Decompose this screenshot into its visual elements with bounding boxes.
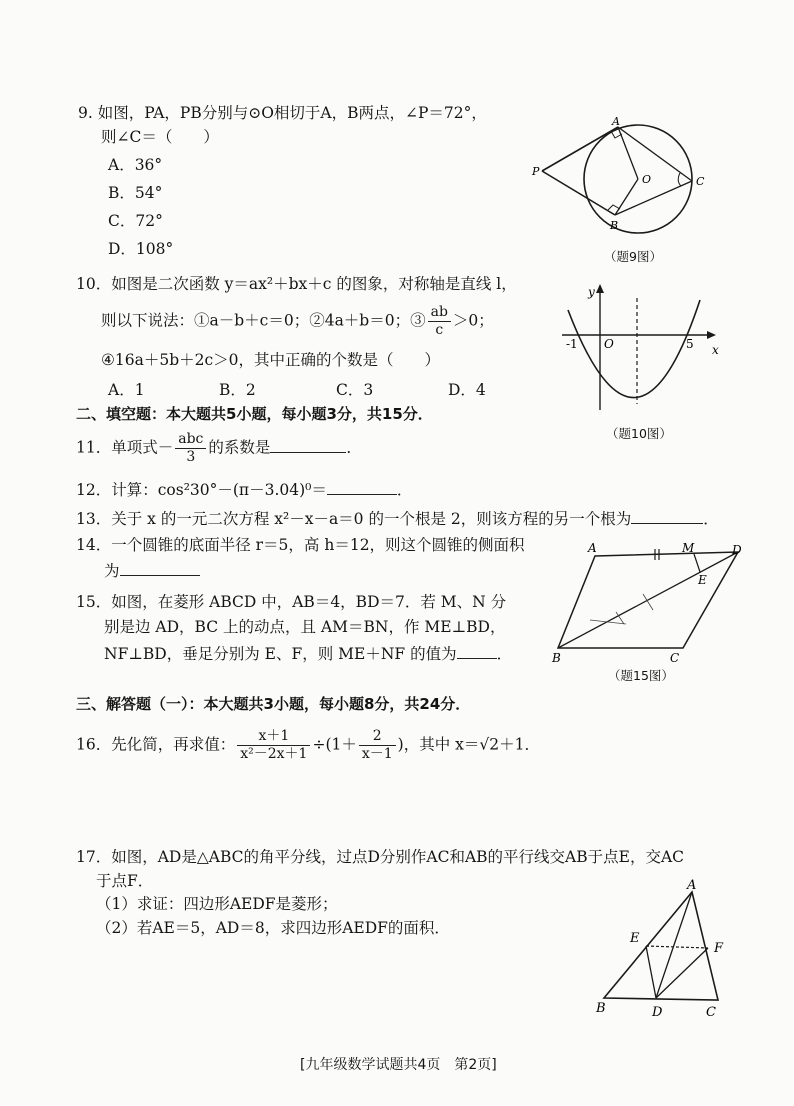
q15-label-b: B: [552, 651, 561, 665]
q15-answer-blank[interactable]: [457, 643, 497, 659]
q16-f2-num: 2: [359, 728, 396, 746]
q15-line2: 别是边 AD，BC 上的动点，且 AM＝BN，作 ME⊥BD，: [104, 618, 506, 636]
q10-label-neg1: -1: [566, 337, 578, 351]
q15-label-a: A: [588, 541, 597, 555]
q16-fraction-1: [237, 728, 310, 763]
q17-label-e: E: [630, 931, 640, 946]
q12-end: ．: [396, 481, 413, 499]
q14-line2-text: 为: [104, 562, 120, 580]
q16-f2-den: x－1: [361, 746, 393, 762]
q17-label-f: F: [714, 941, 724, 956]
q10-option-d: D．4: [448, 381, 486, 399]
q16-f1-num: x＋1: [237, 728, 310, 746]
q11-frac-den: 3: [186, 449, 196, 465]
q16-post: )，其中 x＝√2＋1．: [397, 735, 540, 754]
q17-label-a: A: [687, 878, 697, 893]
q12-answer-blank[interactable]: [327, 479, 397, 495]
q15-label-e: E: [698, 573, 707, 587]
q11-text: [76, 431, 362, 466]
q9-label-a: A: [612, 115, 620, 128]
q16-pre: 16．先化简，再求值：: [76, 735, 236, 754]
q10-caption: （题10图）: [606, 426, 672, 441]
q11-frac-num: abc: [175, 431, 206, 449]
q16-f1-den: x²－2x＋1: [240, 746, 308, 762]
q10-line1: 10．如图是二次函数 y＝ax²＋bx＋c 的图象，对称轴是直线 l，: [76, 275, 517, 293]
q9-option-c: C．72°: [108, 212, 163, 230]
q9-label-o: O: [642, 173, 652, 186]
q9-caption: （题9图）: [604, 249, 662, 264]
q13-body: 13．关于 x 的一元二次方程 x²－x－a＝0 的一个根是 2，则该方程的另一个根为: [76, 510, 632, 528]
q10-frac-num: ab: [428, 304, 451, 322]
q16-text: [76, 728, 540, 763]
q15-line3-text: NF⊥BD，垂足分别为 E、F，则 ME＋NF 的值为: [104, 645, 457, 663]
q17-line3: （1）求证：四边形AEDF是菱形；: [96, 895, 338, 913]
q13-text: [76, 508, 719, 529]
q10-figure: [560, 280, 730, 415]
q9-tangent-pb: [542, 171, 615, 215]
section3-heading: 三、解答题（一）：本大题共3小题，每小题8分，共24分．: [76, 695, 471, 713]
q10-option-b: B．2: [219, 381, 256, 399]
q17-segment-ef: [646, 946, 708, 948]
q12-body: 12．计算：cos²30°－(π－3.04)⁰＝: [76, 481, 327, 499]
q13-answer-blank[interactable]: [631, 508, 703, 524]
q14-line1: 14．一个圆锥的底面半径 r＝5，高 h＝12，则这个圆锥的侧面积: [76, 536, 525, 554]
q17-label-c: C: [706, 1005, 716, 1020]
q9-label-b: B: [610, 219, 619, 232]
q11-pre: 11．单项式－: [76, 438, 174, 457]
q10-line2-pre: 则以下说法：①a－b＋c＝0；②4a＋b＝0；③: [101, 311, 426, 330]
q17-line1: 17．如图，AD是△ABC的角平分线，过点D分别作AC和AB的平行线交AB于点E，交AC: [76, 848, 685, 866]
q9-option-b: B．54°: [108, 184, 163, 202]
q11-answer-blank[interactable]: [270, 437, 346, 453]
q10-line3: ④16a＋5b＋2c＞0，其中正确的个数是（ ）: [101, 351, 441, 369]
q15-end: ．: [496, 645, 513, 663]
q10-option-a: A．1: [108, 381, 145, 399]
q15-caption: （题15图）: [608, 668, 674, 683]
q15-figure: [548, 538, 758, 663]
q9-line1: 9. 如图，PA，PB分别与⊙O相切于A，B两点，∠P＝72°，: [78, 104, 487, 122]
q14-line2: [104, 560, 200, 581]
section2-heading: 二、填空题：本大题共5小题，每小题3分，共15分．: [76, 405, 433, 423]
q15-segment-me: [694, 554, 700, 572]
q10-x-arrow: [707, 331, 716, 339]
q9-label-c: C: [696, 175, 705, 188]
q13-end: ．: [703, 510, 719, 528]
q9-chord-ac: [618, 127, 692, 181]
q15-label-m: M: [682, 541, 695, 555]
q10-fraction: [428, 304, 451, 339]
q12-text: [76, 479, 412, 500]
page-footer: [九年级数学试题共4页 第2页]: [300, 1057, 497, 1073]
q17-segment-ed: [646, 946, 656, 998]
q14-answer-blank[interactable]: [120, 560, 200, 576]
q10-frac-den: c: [435, 322, 444, 338]
q9-angle-c-arc: [678, 173, 681, 186]
q11-end: ．: [346, 438, 362, 457]
q10-label-y: y: [588, 285, 595, 299]
q17-segment-df: [656, 948, 708, 998]
q10-label-five: 5: [686, 337, 694, 351]
q9-option-a: A．36°: [108, 156, 163, 174]
q10-line2-post: ＞0；: [452, 311, 494, 330]
q16-mid: ÷(1＋: [312, 735, 357, 754]
q9-tangent-pa: [542, 127, 618, 171]
q9-label-p: P: [532, 165, 540, 178]
q10-line2: [101, 304, 494, 339]
q17-label-b: B: [596, 1001, 606, 1016]
q15-label-c: C: [670, 651, 680, 665]
q15-label-d: D: [732, 543, 742, 557]
q17-label-d: D: [652, 1005, 663, 1020]
q9-line2: 则∠C＝（ ）: [101, 128, 219, 146]
q10-parabola: [568, 300, 700, 398]
q11-post: 的系数是: [208, 438, 271, 457]
q10-label-x: x: [712, 343, 719, 357]
q17-segment-ad: [656, 892, 692, 998]
q17-line4: （2）若AE＝5，AD＝8，求四边形AEDF的面积．: [96, 919, 450, 937]
q11-fraction: [175, 431, 206, 466]
q10-label-origin: O: [604, 337, 614, 351]
q15-line3: [104, 643, 512, 664]
q17-line2: 于点F．: [96, 872, 154, 890]
q15-line1: 15．如图，在菱形 ABCD 中，AB＝4，BD＝7．若 M、N 分: [76, 593, 507, 611]
q10-option-c: C．3: [336, 381, 374, 399]
q16-fraction-2: [359, 728, 396, 763]
q17-figure: [594, 878, 744, 1023]
q9-figure: [530, 115, 710, 235]
q9-option-d: D．108°: [108, 240, 174, 258]
q10-y-arrow: [596, 284, 604, 293]
